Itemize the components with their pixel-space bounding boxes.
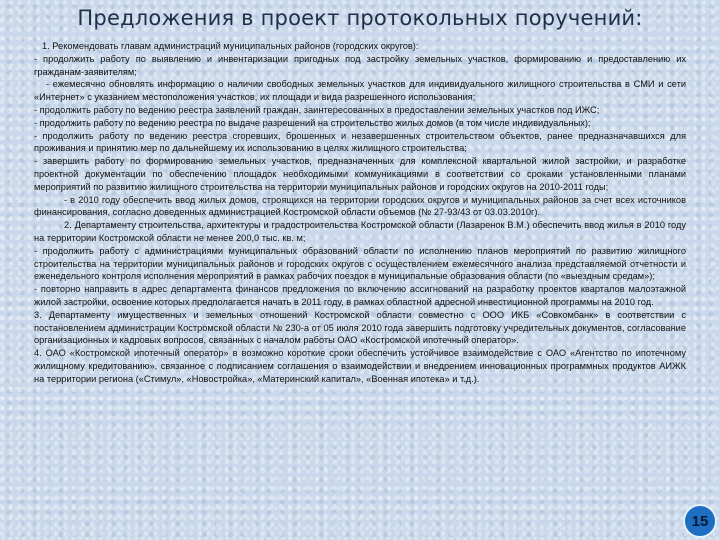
paragraph: 1. Рекомендовать главам администраций муниципальных районов (городских округов): [42, 41, 419, 51]
paragraph: - ежемесячно обновлять информацию о наличии свободных земельных участков для индивидуального жилищного строительства в СМИ и сети «Интернет» с указанием местоположения участков, их площади и вида разрешенного использования; [34, 79, 686, 103]
paragraph: - продолжить работу с администрациями муниципальных образований области по исполнению планов мероприятий по развитию жилищного строительства на территории муниципальных районов и городских округов с осуществлением ежемесячного анализа представляемой отчетности и еженедельного контроля исполнения мероприятий в рамках рабочих поездок в муниципальные образования области (по «выездным средам»); [34, 245, 686, 282]
page-number-badge: 15 [683, 504, 717, 538]
paragraph: - повторно направить в адрес департамента финансов предложения по включению ассигнований на разработку проектов кварталов малоэтажной жилой застройки, освоение которых предполагается начать в 2011 году, в рамках областной адресной инвестиционной программы на 2010 год. [34, 284, 686, 307]
paragraph: 4. ОАО «Костромской ипотечный оператор» в возможно короткие сроки обеспечить устойчивое взаимодействие с ОАО «Агентство по ипотечному жилищному кредитованию», связанное с подписанием соглашения о взаимодействии и внедрением инновационных программных продуктов АИЖК на территории региона («Стимул», «Новостройка», «Материнский капитал», «Военная ипотека» и т.д.). [34, 348, 686, 384]
paragraph: - продолжить работу по ведению реестра сгоревших, брошенных и незавершенных строительством объектов, ранее предназначавшихся для проживания и принятию мер по дальнейшему их использованию в целях жилищного строительства; [34, 130, 686, 154]
paragraph: - продолжить работу по ведению реестра заявлений граждан, заинтересованных в предоставлении земельных участков под ИЖС; [34, 104, 600, 115]
paragraph: - продолжить работу по выявлению и инвентаризации пригодных под застройку земельных участков, формированию и предоставлению их гражданам-заявителям; [34, 53, 686, 77]
paragraph: - продолжить работу по ведению реестра по выдаче разрешений на строительство жилых домов (в том числе индивидуальных); [34, 117, 591, 128]
paragraph: 2. Департаменту строительства, архитектуры и градостроительства Костромской области (Лазаренок В.М.) обеспечить ввод жилья в 2010 году на территории Костромской области не менее 200,0 тыс. кв. м; [34, 220, 686, 243]
paragraph: 3. Департаменту имущественных и земельных отношений Костромской области совместно с ООО ИКБ «Совкомбанк» в соответствии с постановлением администрации Костромской области № 230-а от 05 июля 2010 года завершить подготовку учредительных документов, согласование организационных и кадровых вопросов, связанных с началом работы ОАО «Костромской ипотечный оператор». [34, 309, 686, 346]
paragraph: - в 2010 году обеспечить ввод жилых домов, строящихся на территории городских округов и муниципальных районов за счет всех источников финансирования, согласно доведенных администрацией Костромской области объемов (№ 27-93/43 от 03.03.2010г). [34, 194, 686, 218]
page-title: Предложения в проект протокольных поручений: [77, 6, 643, 30]
paragraph: - завершить работу по формированию земельных участков, предназначенных для комплексной квартальной жилой застройки, и разработке проектной документации по обеспечению площадок необходимыми коммуникациями в соответствии со сроками установленными планами мероприятий по развитию жилищного строительства на территории муниципальных районов и городских округов на 2010-2011 годы; [34, 156, 686, 192]
body-text [34, 40, 686, 386]
